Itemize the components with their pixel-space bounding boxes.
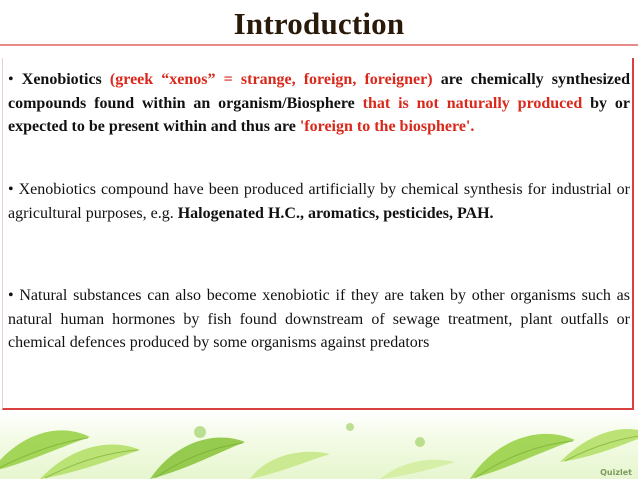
paragraph-natural-substances bbox=[8, 284, 630, 355]
paragraph-xenobiotics-definition bbox=[8, 68, 630, 139]
page-title: Introduction bbox=[233, 6, 405, 41]
leaf-decoration-icon bbox=[0, 412, 638, 479]
bullet: • bbox=[8, 181, 14, 198]
examples-text: Halogenated H.C., aromatics, pesticides, PAH. bbox=[177, 204, 494, 222]
paragraph-synthesis bbox=[8, 178, 630, 225]
highlight-not-natural: that is not naturally produced bbox=[362, 94, 583, 112]
bullet: • bbox=[8, 287, 14, 304]
highlight-foreign: 'foreign to the biosphere'. bbox=[299, 118, 475, 135]
term-xenobiotics: Xenobiotics bbox=[21, 71, 110, 88]
bullet: • bbox=[8, 71, 14, 88]
etymology-text: (greek “xenos” = strange, foreign, foreigner) bbox=[109, 71, 433, 88]
watermark-logo: Quizlet bbox=[600, 468, 632, 477]
natural-substances-text: Natural substances can also become xenobiotic if they are taken by other organisms such as natural human hormones by fish found downstream of sewage treatment, plant outfalls or chemical defences produced by some organisms against predators bbox=[8, 287, 631, 351]
definition-text: are chemically synthesized compounds found within an organism/Biosphere bbox=[8, 71, 631, 112]
definition-text-2: by or expected to be present within and thus are bbox=[8, 94, 631, 135]
synthesis-text: Xenobiotics compound have been produced artificially by chemical synthesis for industrial or agricultural purposes, e.g. bbox=[8, 181, 630, 222]
leaf-decoration bbox=[0, 412, 638, 479]
title-bar bbox=[0, 0, 638, 46]
